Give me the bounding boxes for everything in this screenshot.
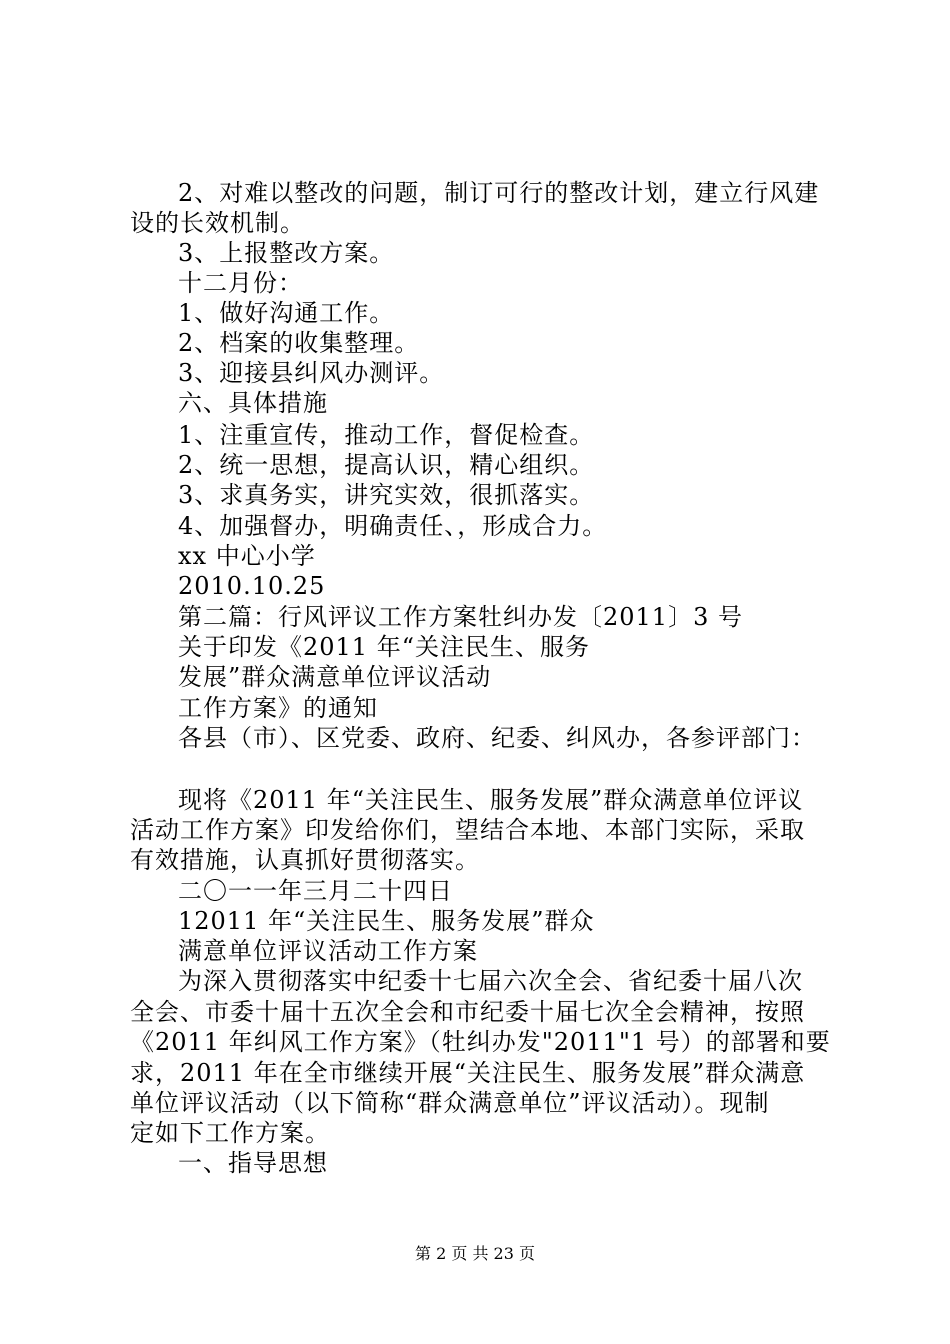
text-line: 满意单位评议活动工作方案 <box>178 937 478 965</box>
text-line: 关于印发《2011 年“关注民生、服务 <box>178 633 590 661</box>
text-line: xx 中心小学 <box>178 542 316 570</box>
text-line: 《2011 年纠风工作方案》（牡纠办发"2011"1 号）的部署和要 <box>130 1028 831 1056</box>
page-footer: 第 2 页 共 23 页 <box>415 1244 535 1263</box>
text-line: 求，2011 年在全市继续开展“关注民生、服务发展”群众满意 <box>130 1059 806 1087</box>
text-line: 1、注重宣传，推动工作，督促检查。 <box>178 421 595 449</box>
text-line: 一、指导思想 <box>178 1149 328 1177</box>
text-line: 十二月份： <box>178 269 303 297</box>
text-line: 二〇一一年三月二十四日 <box>178 877 453 905</box>
text-line: 12011 年“关注民生、服务发展”群众 <box>178 907 595 935</box>
text-line: 3、求真务实，讲究实效，很抓落实。 <box>178 481 595 509</box>
text-line: 定如下工作方案。 <box>130 1119 330 1147</box>
text-line: 六、具体措施 <box>178 389 328 417</box>
text-line: 有效措施，认真抓好贯彻落实。 <box>130 846 480 874</box>
text-line: 1、做好沟通工作。 <box>178 299 395 327</box>
text-line: 2、统一思想，提高认识，精心组织。 <box>178 451 595 479</box>
text-line: 单位评议活动（以下简称“群众满意单位”评议活动）。现制 <box>130 1089 770 1117</box>
text-line: 3、迎接县纠风办测评。 <box>178 359 445 387</box>
text-line: 2、对难以整改的问题，制订可行的整改计划，建立行风建 <box>178 179 820 207</box>
text-line: 发展”群众满意单位评议活动 <box>178 663 492 691</box>
text-line: 活动工作方案》印发给你们，望结合本地、本部门实际，采取 <box>130 816 805 844</box>
text-line: 2、档案的收集整理。 <box>178 329 420 357</box>
text-line: 为深入贯彻落实中纪委十七届六次全会、省纪委十届八次 <box>178 967 803 995</box>
text-line: 3、上报整改方案。 <box>178 239 395 267</box>
text-line: 设的长效机制。 <box>130 209 305 237</box>
text-line: 2010.10.25 <box>178 572 326 600</box>
text-line: 各县（市）、区党委、政府、纪委、纠风办，各参评部门： <box>178 724 816 752</box>
text-line: 第二篇：行风评议工作方案牡纠办发〔2011〕3 号 <box>178 603 743 631</box>
text-line: 全会、市委十届十五次全会和市纪委十届七次全会精神，按照 <box>130 998 805 1026</box>
text-line: 4、加强督办，明确责任、，形成合力。 <box>178 512 608 540</box>
text-line: 现将《2011 年“关注民生、服务发展”群众满意单位评议 <box>178 786 804 814</box>
text-line: 工作方案》的通知 <box>178 694 378 722</box>
